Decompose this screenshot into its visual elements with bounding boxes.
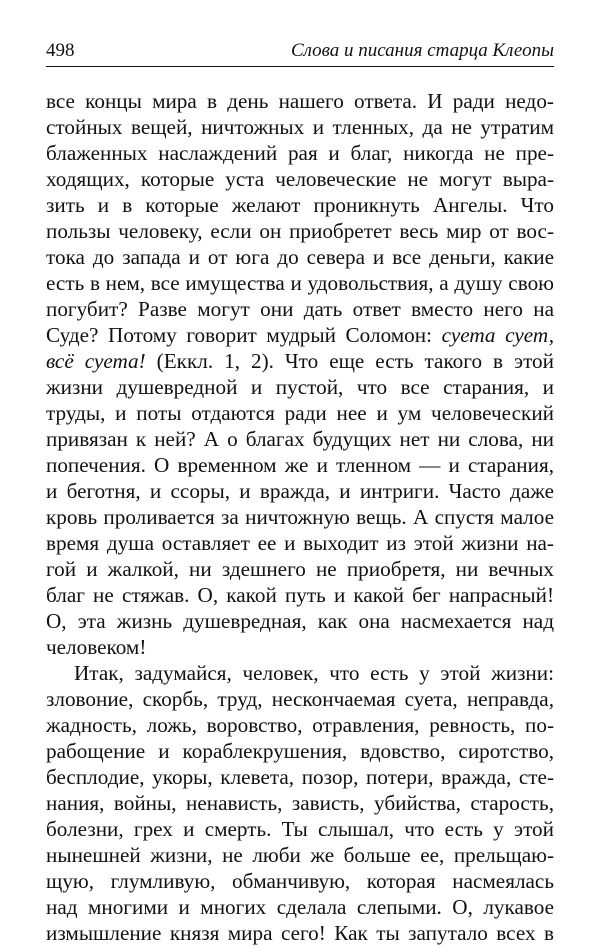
paragraph-2 [46, 660, 554, 946]
text-line: стойных вещей, ничтожных и тленных, да не утратим [46, 115, 554, 139]
text-line: над многими и многих сделала слепыми. О, лукавое [46, 895, 554, 919]
text-line: благ не стяжав. О, какой путь и какой бег напрасный! [46, 583, 554, 607]
text-line: Итак, задумайся, человек, что есть у этой жизни: [74, 661, 554, 685]
text-line: блаженных наслаждений рая и благ, никогда не пре- [46, 141, 554, 165]
text-line: зловоние, скорбь, труд, нескончаемая суета, неправда, [46, 687, 554, 711]
body-text [46, 88, 554, 946]
text-line: труды, и поты отдаются ради нее и ум человеческий [46, 401, 554, 425]
text-line: человеком! [46, 635, 147, 659]
text-line: нания, войны, ненависть, зависть, убийства, старость, [46, 791, 554, 815]
text-line: и беготня, и ссоры, и вражда, и интриги. Часто даже [46, 479, 554, 503]
text-line: болезни, грех и смерть. Ты слышал, что есть у этой [46, 817, 554, 841]
text-line: кровь проливается за ничтожную вещь. А спустя малое [46, 505, 554, 529]
text-line: есть в нем, все имущества и удовольствия, а душу свою [46, 271, 554, 295]
text-line: жадность, ложь, воровство, отравления, ревность, по- [46, 713, 554, 737]
text-line: погубит? Разве могут они дать ответ вместо него на [46, 297, 554, 321]
text-line: время душа оставляет ее и выходит из этой жизни на- [46, 531, 554, 555]
text-line: нынешней жизни, не люби же больше ее, прельщаю- [46, 843, 554, 867]
running-title: Слова и писания старца Клеопы [290, 40, 554, 61]
paragraph-1 [46, 88, 554, 660]
text-line: О, эта жизнь душевредная, как она насмехается над [46, 609, 554, 633]
text-line: измышление князя мира сего! Как ты запутало всех в [46, 921, 554, 945]
text-line: гой и жалкой, ни здешнего не приобретя, ни вечных [46, 557, 554, 581]
text-line: щую, глумливую, обманчивую, которая насмеялась [46, 869, 554, 893]
italic-quote: всё суета! [46, 349, 146, 373]
text-line: рабощение и кораблекрушения, вдовство, сиротство, [46, 739, 554, 763]
text-line: пользы человеку, если он приобретет весь мир от вос- [46, 219, 554, 243]
page-number: 498 [46, 40, 75, 61]
text-line: все концы мира в день нашего ответа. И ради недо- [46, 89, 554, 113]
italic-quote: суета сует, [441, 323, 554, 347]
text-line: ходящих, которые уста человеческие не могут выра- [46, 167, 554, 191]
text-line: бесплодие, укоры, клевета, позор, потери, вражда, сте- [46, 765, 554, 789]
text-line: жизни душевредной и пустой, что все старания, и [46, 375, 554, 399]
text-line: привязан к ней? А о благах будущих нет ни слова, ни [46, 427, 554, 451]
text-line: зить и в которые желают проникнуть Ангелы. Что [46, 193, 554, 217]
text-line: попечения. О временном же и тленном — и старания, [46, 453, 554, 477]
page-header [46, 38, 554, 67]
text-line-with-italic: всё суета! (Еккл. 1, 2). Что еще есть такого в этой [46, 349, 554, 373]
text-line-with-italic: Суде? Потому говорит мудрый Соломон: суета сует, [46, 323, 554, 347]
text-line: тока до запада и от юга до севера и все деньги, какие [46, 245, 554, 269]
